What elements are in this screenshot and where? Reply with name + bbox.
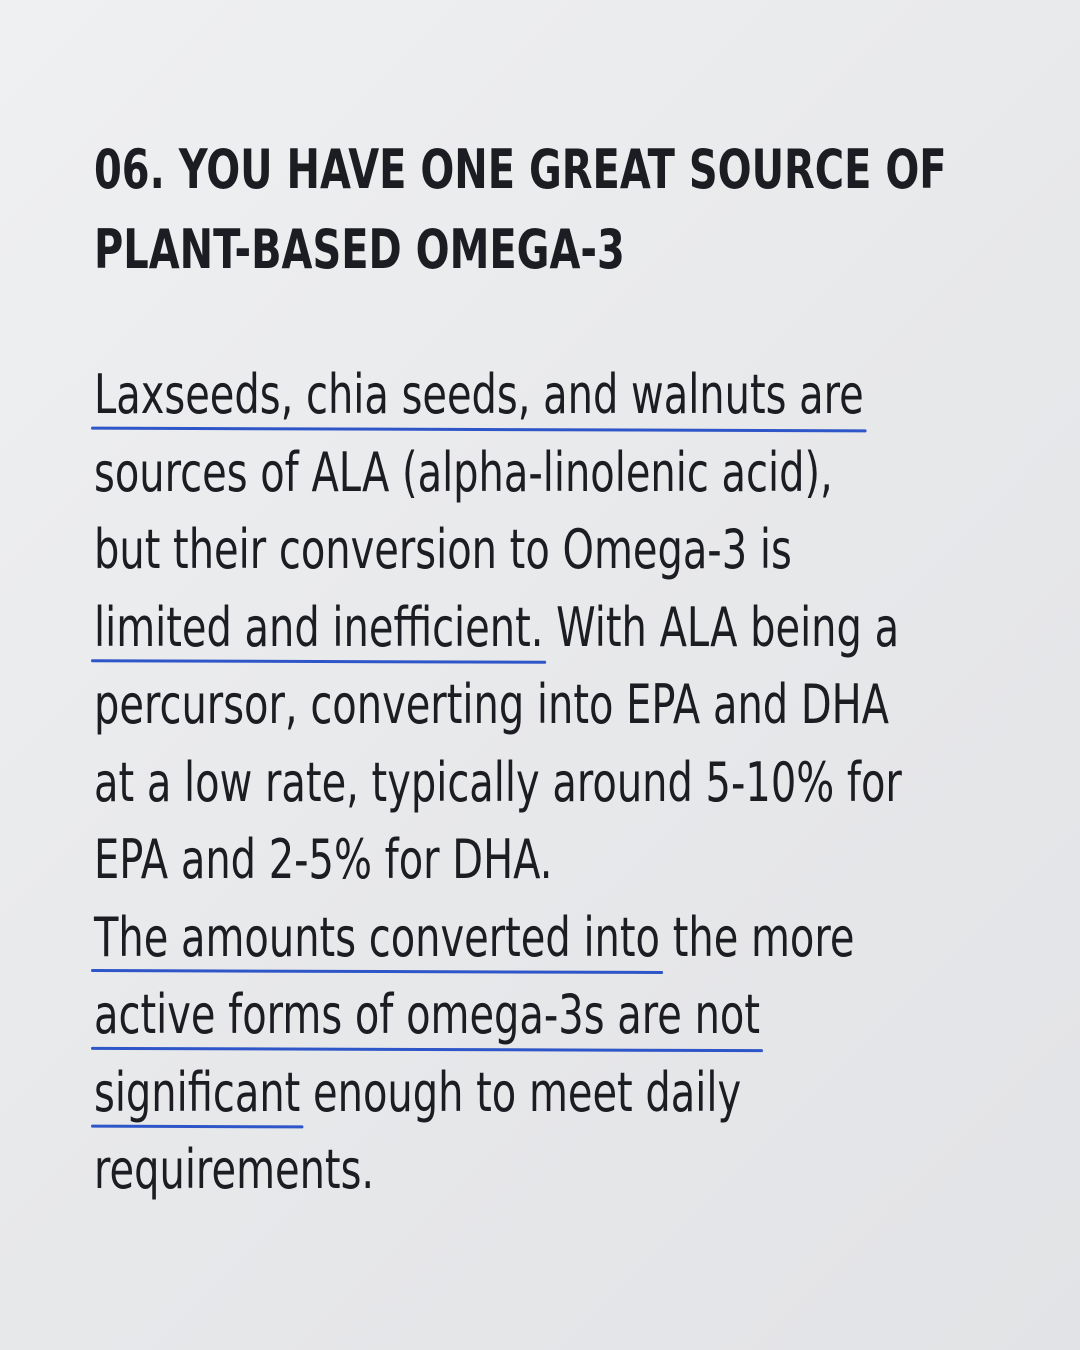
body-line-4 xyxy=(94,589,1012,667)
content-area xyxy=(94,130,1014,1201)
title-line-1: 06. YOU HAVE ONE GREAT SOURCE OF xyxy=(94,138,947,201)
body-line-6: at a low rate, typically around 5-10% for xyxy=(94,750,902,814)
body-line-11: requirements. xyxy=(94,1138,375,1201)
body-text-span: enough to meet daily xyxy=(300,1060,742,1124)
underlined-phrase: limited and inefficient. xyxy=(94,589,543,667)
body-line-1 xyxy=(94,356,1012,434)
underlined-phrase: significant xyxy=(94,1054,300,1132)
body-line-9 xyxy=(94,976,1012,1054)
page-title xyxy=(94,130,997,290)
body-line-7: EPA and 2-5% for DHA. xyxy=(94,828,553,891)
title-line-2: PLANT-BASED OMEGA-3 xyxy=(94,218,625,281)
body-line-8 xyxy=(94,899,1012,977)
underlined-phrase: The amounts converted into xyxy=(94,899,660,977)
body-text-span: the more xyxy=(659,905,855,969)
underlined-phrase: Laxseeds, chia seeds, and walnuts are xyxy=(94,356,864,434)
body-line-5: percursor, converting into EPA and DHA xyxy=(94,673,890,736)
body-line-2: sources of ALA (alpha-linolenic acid), xyxy=(94,440,833,504)
body-text xyxy=(94,356,1012,1209)
body-line-10 xyxy=(94,1054,1012,1132)
body-text-span: With ALA being a xyxy=(543,595,900,659)
underlined-phrase: active forms of omega-3s are not xyxy=(94,976,760,1054)
body-line-3: but their conversion to Omega-3 is xyxy=(94,518,792,581)
